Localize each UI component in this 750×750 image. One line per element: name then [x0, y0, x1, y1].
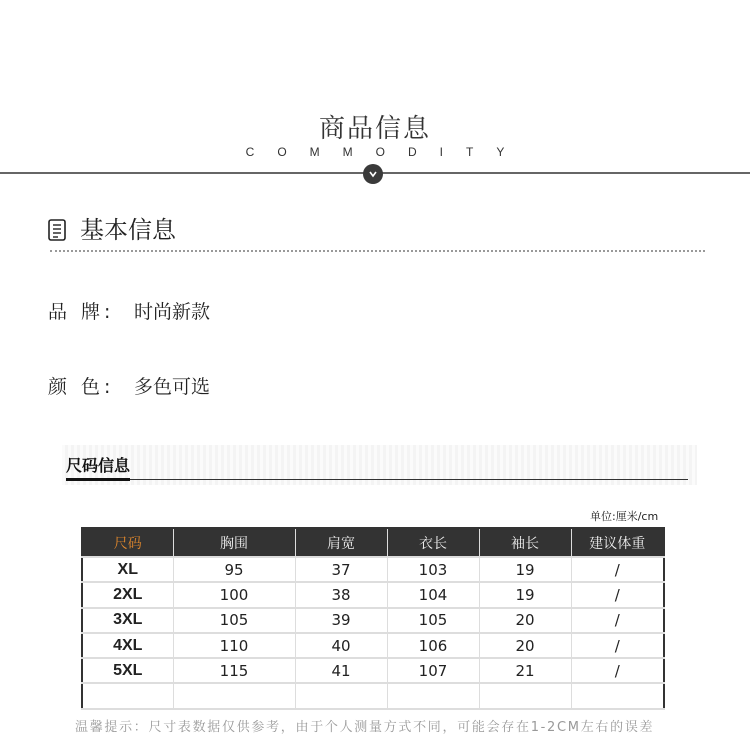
table-row — [82, 582, 664, 607]
column-header-sleeve: 袖长 — [479, 528, 571, 557]
document-icon — [48, 219, 66, 241]
cell-weight: / — [571, 658, 664, 683]
column-header-size: 尺码 — [82, 528, 173, 557]
cell-sleeve: 19 — [479, 582, 571, 607]
cell-empty — [82, 683, 173, 709]
cell-sleeve: 19 — [479, 557, 571, 582]
table-row-empty — [82, 683, 664, 709]
cell-sleeve: 20 — [479, 608, 571, 633]
column-header-weight: 建议体重 — [571, 528, 664, 557]
column-header-length: 衣长 — [387, 528, 479, 557]
cell-chest: 105 — [173, 608, 295, 633]
cell-size: 4XL — [82, 633, 173, 658]
cell-weight: / — [571, 582, 664, 607]
attribute-value: 时尚新款 — [134, 301, 211, 323]
cell-length: 107 — [387, 658, 479, 683]
cell-size: XL — [82, 557, 173, 582]
cell-size: 5XL — [82, 658, 173, 683]
cell-chest: 95 — [173, 557, 295, 582]
cell-shoulder: 38 — [295, 582, 387, 607]
cell-empty — [295, 683, 387, 709]
dotted-divider — [50, 250, 705, 252]
commodity-title: 商品信息 — [318, 114, 431, 144]
attribute-key: 品 牌: — [48, 301, 115, 323]
column-header-chest: 胸围 — [173, 528, 295, 557]
size-info-heading — [62, 445, 697, 485]
cell-length: 105 — [387, 608, 479, 633]
table-header-row — [82, 528, 664, 557]
size-note: 温馨提示：尺寸表数据仅供参考，由于个人测量方式不同，可能会存在1-2CM左右的误差 — [75, 720, 655, 735]
cell-size: 2XL — [82, 582, 173, 607]
cell-chest: 115 — [173, 658, 295, 683]
cell-size: 3XL — [82, 608, 173, 633]
attribute-color — [48, 372, 210, 399]
cell-length: 103 — [387, 557, 479, 582]
table-row — [82, 557, 664, 582]
cell-empty — [571, 683, 664, 709]
cell-weight: / — [571, 608, 664, 633]
cell-weight: / — [571, 633, 664, 658]
heading-underline-accent — [66, 478, 130, 481]
unit-label: 单位:厘米/cm — [590, 510, 659, 523]
table-row — [82, 658, 664, 683]
cell-empty — [173, 683, 295, 709]
cell-shoulder: 41 — [295, 658, 387, 683]
attribute-brand — [48, 297, 210, 324]
heading-underline — [66, 479, 688, 480]
cell-sleeve: 21 — [479, 658, 571, 683]
chevron-down-icon — [363, 164, 383, 184]
cell-shoulder: 40 — [295, 633, 387, 658]
commodity-subtitle: COMMODITY — [245, 145, 528, 159]
size-table — [81, 527, 665, 710]
table-row — [82, 633, 664, 658]
cell-chest: 110 — [173, 633, 295, 658]
cell-chest: 100 — [173, 582, 295, 607]
cell-empty — [479, 683, 571, 709]
cell-sleeve: 20 — [479, 633, 571, 658]
size-info-label: 尺码信息 — [66, 456, 131, 475]
table-row — [82, 608, 664, 633]
column-header-shoulder: 肩宽 — [295, 528, 387, 557]
cell-length: 106 — [387, 633, 479, 658]
cell-length: 104 — [387, 582, 479, 607]
attribute-value: 多色可选 — [134, 376, 211, 398]
attribute-key: 颜 色: — [48, 376, 115, 398]
cell-weight: / — [571, 557, 664, 582]
basic-info-heading — [48, 210, 176, 245]
cell-empty — [387, 683, 479, 709]
basic-info-label: 基本信息 — [80, 216, 176, 244]
cell-shoulder: 37 — [295, 557, 387, 582]
cell-shoulder: 39 — [295, 608, 387, 633]
